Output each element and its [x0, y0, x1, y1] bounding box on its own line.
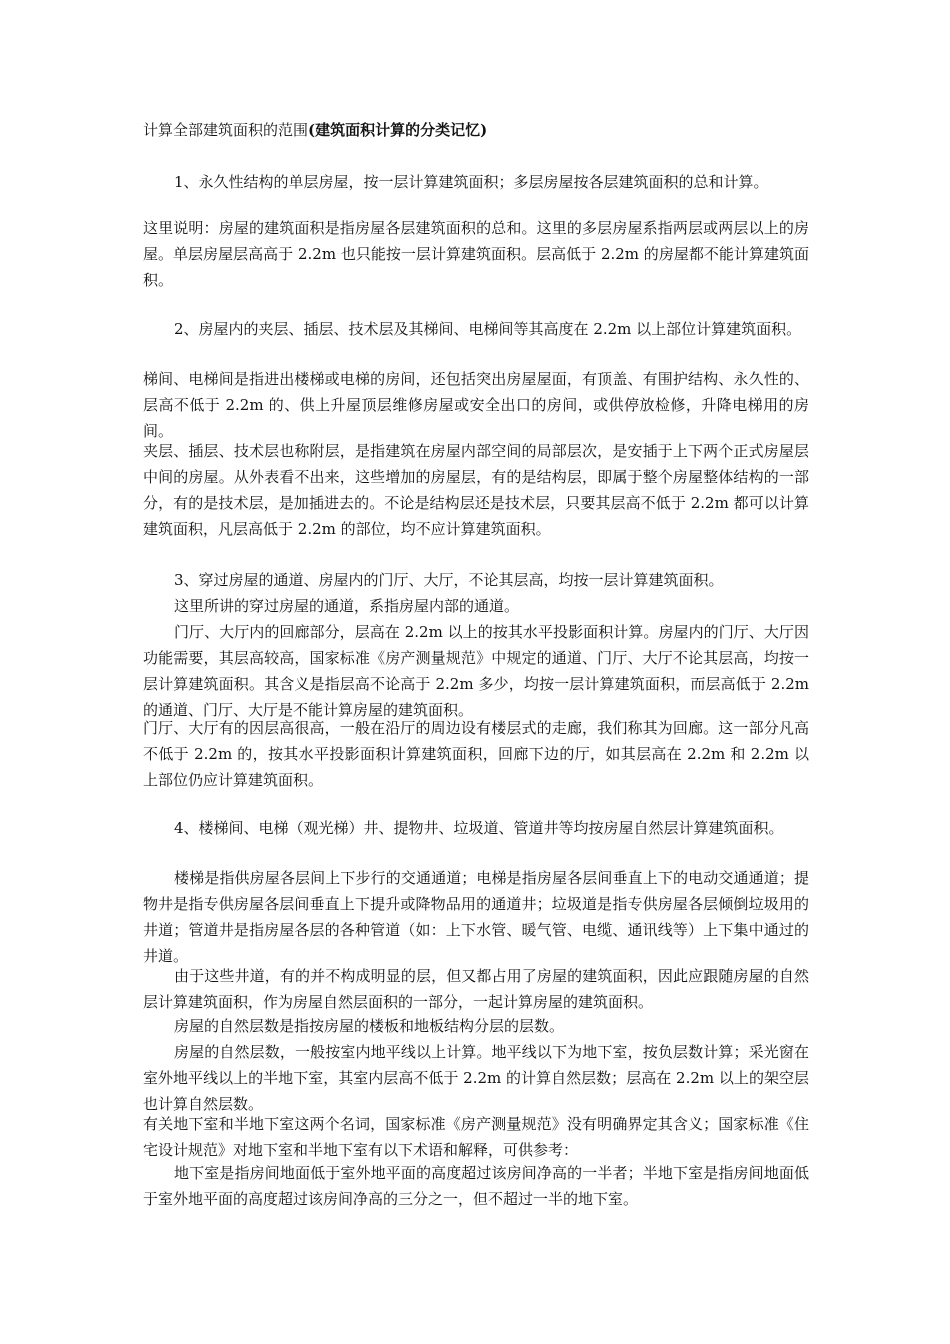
paragraph-9: 门厅、大厅有的因层高很高，一般在沿厅的周边设有楼层式的走廊，我们称其为回廊。这一部分凡高不低于 2.2m 的，按其水平投影面积计算建筑面积，回廊下边的厅，如其层高在 2.2m 和 2.2m 以上部位仍应计算建筑面积。 [143, 719, 809, 789]
paragraph-4: 梯间、电梯间是指进出楼梯或电梯的房间，还包括突出房屋屋面，有顶盖、有围护结构、永久性的、层高不低于 2.2m 的、供上升屋顶层维修房屋或安全出口的房间，或供停放检修，升降电梯用的房间。 [143, 370, 809, 440]
document-title [143, 117, 809, 143]
title-note: (建筑面积计算的分类记忆) [308, 121, 488, 139]
paragraph-15: 有关地下室和半地下室这两个名词，国家标准《房产测量规范》没有明确界定其含义；国家标准《住宅设计规范》对地下室和半地下室有以下术语和解释，可供参考： [143, 1115, 809, 1159]
paragraph-6: 3、穿过房屋的通道、房屋内的门厅、大厅，不论其层高，均按一层计算建筑面积。 [174, 571, 724, 589]
paragraph-12: 由于这些井道，有的并不构成明显的层，但又都占用了房屋的建筑面积，因此应跟随房屋的自然层计算建筑面积，作为房屋自然层面积的一部分，一起计算房屋的建筑面积。 [143, 967, 809, 1011]
paragraph-13: 房屋的自然层数是指按房屋的楼板和地板结构分层的层数。 [174, 1017, 565, 1035]
paragraph-10: 4、楼梯间、电梯（观光梯）井、提物井、垃圾道、管道井等均按房屋自然层计算建筑面积。 [174, 819, 784, 837]
title-text: 计算全部建筑面积的范围 [143, 121, 309, 139]
paragraph-16: 地下室是指房间地面低于室外地平面的高度超过该房间净高的一半者；半地下室是指房间地面低于室外地平面的高度超过该房间净高的三分之一，但不超过一半的地下室。 [143, 1164, 809, 1208]
paragraph-1: 1、永久性结构的单层房屋，按一层计算建筑面积；多层房屋按各层建筑面积的总和计算。 [174, 173, 769, 191]
paragraph-11: 楼梯是指供房屋各层间上下步行的交通通道；电梯是指房屋各层间垂直上下的电动交通通道；提物井是指专供房屋各层间垂直上下提升或降物品用的通道井；垃圾道是指专供房屋各层倾倒垃圾用的井道；管道井是指房屋各层的各种管道（如：上下水管、暖气管、电缆、通讯线等）上下集中通过的井道。 [143, 869, 809, 965]
paragraph-5: 夹层、插层、技术层也称附层，是指建筑在房屋内部空间的局部层次，是安插于上下两个正式房屋层中间的房屋。从外表看不出来，这些增加的房屋层，有的是结构层，即属于整个房屋整体结构的一部分，有的是技术层，是加插进去的。不论是结构层还是技术层，只要其层高不低于 2.2m 都可以计算建筑面积，凡层高低于 2.2m 的部位，均不应计算建筑面积。 [143, 442, 809, 538]
paragraph-8: 门厅、大厅内的回廊部分，层高在 2.2m 以上的按其水平投影面积计算。房屋内的门厅、大厅因功能需要，其层高较高，国家标准《房产测量规范》中规定的通道、门厅、大厅不论其层高，均按一层计算建筑面积。其含义是指层高不论高于 2.2m 多少，均按一层计算建筑面积，而层高低于 2.2m 的通道、门厅、大厅是不能计算房屋的建筑面积。 [143, 623, 809, 719]
paragraph-2: 这里说明：房屋的建筑面积是指房屋各层建筑面积的总和。这里的多层房屋系指两层或两层以上的房屋。单层房屋层高高于 2.2m 也只能按一层计算建筑面积。层高低于 2.2m 的房屋都不能计算建筑面积。 [143, 219, 809, 289]
paragraph-14: 房屋的自然层数，一般按室内地平线以上计算。地平线以下为地下室，按负层数计算；采光窗在室外地平线以上的半地下室，其室内层高不低于 2.2m 的计算自然层数；层高在 2.2m 以上的架空层也计算自然层数。 [143, 1043, 809, 1113]
paragraph-3: 2、房屋内的夹层、插层、技术层及其梯间、电梯间等其高度在 2.2m 以上部位计算建筑面积。 [174, 320, 802, 338]
paragraph-7: 这里所讲的穿过房屋的通道，系指房屋内部的通道。 [174, 597, 520, 615]
